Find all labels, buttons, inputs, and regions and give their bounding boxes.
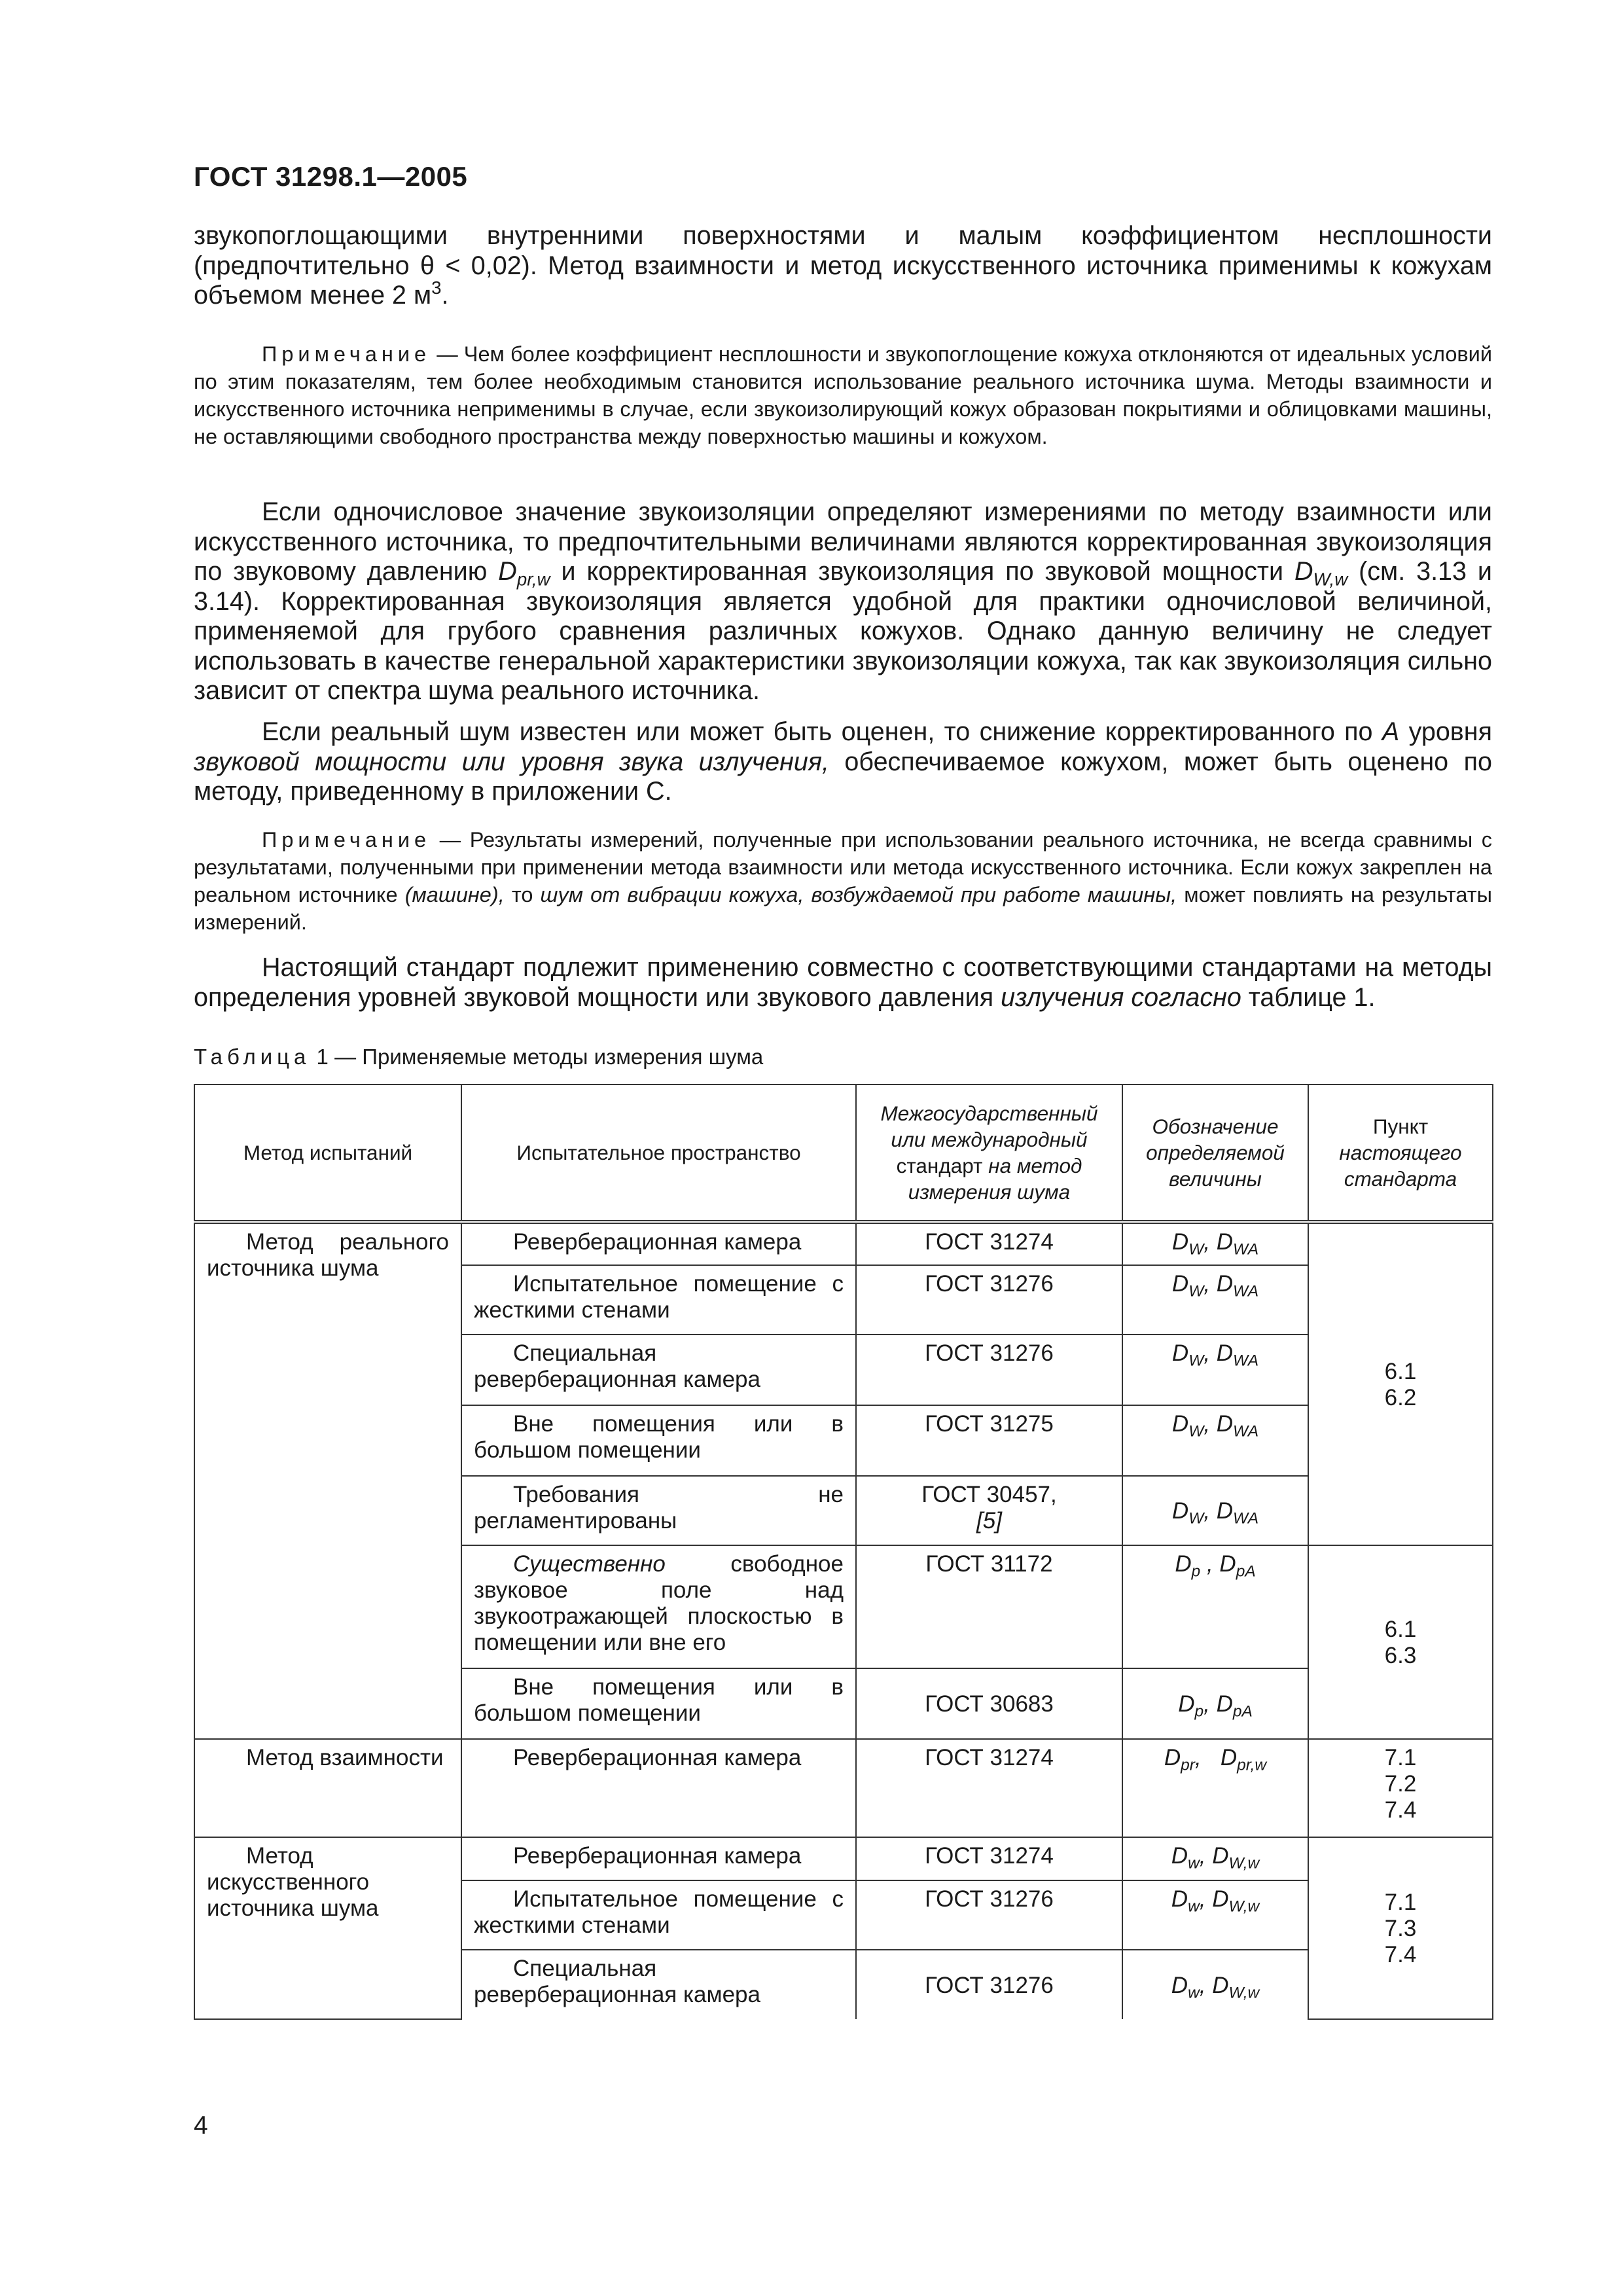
- test-space: Реверберационная камера: [461, 1222, 856, 1265]
- standard-ref: ГОСТ 31274: [856, 1222, 1122, 1265]
- standard-ref: ГОСТ 31275: [856, 1405, 1122, 1476]
- paragraph-4: Настоящий стандарт подлежит применению совместно с соответствующими стандартами на методы определения уровней звуковой мощности или звукового давления излучения согласно таблице 1.: [194, 953, 1492, 1012]
- header-standard: Межгосударственный или международный стандарт на метод измерения шума: [856, 1085, 1122, 1222]
- test-space: Вне помещения или в большом помещении: [461, 1668, 856, 1739]
- paragraph-1: звукопоглощающими внутренними поверхностями и малым коэффициентом несплошности (предпочтительно θ < 0,02). Метод взаимности и метод искусственного источника применимы к кожухам объемом менее 2 $м^3$.: [194, 221, 1492, 310]
- note-label: Примечание: [262, 828, 431, 852]
- note-2: Примечание — Результаты измерений, полученные при использовании реального источника, не всегда сравнимы с результатами, полученными при применении метода взаимности или метода искусственного источника. Если кожух закреплен на реальном источнике (машине), то шум от вибрации кожуха, возбуждаемой при работе машины, может повлиять на результаты измерений.: [194, 828, 1492, 934]
- quantity-symbol: $D_W$, $D_{WA}$: [1122, 1476, 1308, 1545]
- table-row: [194, 1837, 1493, 1880]
- quantity-symbol: $D_w$, $D_{W,w}$: [1122, 1950, 1308, 2019]
- clause-group-2: 6.1 6.3: [1308, 1545, 1493, 1739]
- test-space: Требования не регламентированы: [461, 1476, 856, 1545]
- quantity-symbol: $D_p$, $D_{pA}$: [1122, 1668, 1308, 1739]
- clause-group-4: 7.1 7.3 7.4: [1308, 1837, 1493, 2019]
- header-space: Испытательное пространство: [461, 1085, 856, 1222]
- standard-ref: ГОСТ 30457, [5]: [856, 1476, 1122, 1545]
- standard-ref: ГОСТ 31276: [856, 1265, 1122, 1335]
- quantity-symbol: $D_W$, $D_{WA}$: [1122, 1405, 1308, 1476]
- paragraph-3: Если реальный шум известен или может быть оценен, то снижение корректированного по A уровня звуковой мощности или уровня звука излучения, обеспечиваемое кожухом, может быть оценено по методу, приведенному в приложении С.: [194, 717, 1492, 806]
- test-space: Специальная реверберационная камера: [461, 1335, 856, 1405]
- standard-ref: ГОСТ 31276: [856, 1950, 1122, 2019]
- method-real-source: Метод реального источника шума: [194, 1222, 461, 1739]
- standard-ref: ГОСТ 31274: [856, 1837, 1122, 1880]
- methods-table: [194, 1084, 1493, 2020]
- page-number: 4: [194, 2111, 208, 2140]
- method-artificial-source: Метод искусственного источника шума: [194, 1837, 461, 2019]
- test-space: Реверберационная камера: [461, 1739, 856, 1837]
- quantity-symbol: $D_p$ , $D_{pA}$: [1122, 1545, 1308, 1668]
- header-quantity: Обозначение определяемой величины: [1122, 1085, 1308, 1222]
- header-method: Метод испытаний: [194, 1085, 461, 1222]
- quantity-symbol: $D_w$, $D_{W,w}$: [1122, 1880, 1308, 1950]
- table-header-row: [194, 1085, 1493, 1222]
- test-space: Испытательное помещение с жесткими стенами: [461, 1265, 856, 1335]
- test-space: Вне помещения или в большом помещении: [461, 1405, 856, 1476]
- standard-ref: ГОСТ 31276: [856, 1335, 1122, 1405]
- document-header: ГОСТ 31298.1—2005: [194, 161, 468, 192]
- standard-ref: ГОСТ 30683: [856, 1668, 1122, 1739]
- test-space: Испытательное помещение с жесткими стенами: [461, 1880, 856, 1950]
- quantity-symbol: $D_{pr}$, $D_{pr,w}$: [1122, 1739, 1308, 1837]
- table-row: [194, 1222, 1493, 1265]
- method-reciprocity: Метод взаимности: [194, 1739, 461, 1837]
- header-clause: Пункт настоящего стандарта: [1308, 1085, 1493, 1222]
- standard-ref: ГОСТ 31274: [856, 1739, 1122, 1837]
- standard-ref: ГОСТ 31276: [856, 1880, 1122, 1950]
- standard-ref: ГОСТ 31172: [856, 1545, 1122, 1668]
- table-row: [194, 1739, 1493, 1837]
- quantity-symbol: $D_W$, $D_{WA}$: [1122, 1265, 1308, 1335]
- clause-group-1: 6.1 6.2: [1308, 1222, 1493, 1545]
- note-1: Примечание — Чем более коэффициент несплошности и звукопоглощение кожуха отклоняются от идеальных условий по этим показателям, тем более необходимым становится использование реального источника шума. Методы взаимности и искусственного источника неприменимы в случае, если звукоизолирующий кожух образован покрытиями и облицовками машины, не оставляющими свободного пространства между поверхностью машины и кожухом.: [194, 342, 1492, 448]
- quantity-symbol: $D_W$, $D_{WA}$: [1122, 1222, 1308, 1265]
- test-space: Существенно свободное звуковое поле над звукоотражающей плоскостью в помещении или вне его: [461, 1545, 856, 1668]
- test-space: Специальная реверберационная камера: [461, 1950, 856, 2019]
- test-space: Реверберационная камера: [461, 1837, 856, 1880]
- quantity-symbol: $D_w$, $D_{W,w}$: [1122, 1837, 1308, 1880]
- quantity-symbol: $D_W$, $D_{WA}$: [1122, 1335, 1308, 1405]
- note-label: Примечание: [262, 342, 431, 366]
- table-caption: Таблица 1 — Применяемые методы измерения шума: [194, 1045, 764, 1069]
- paragraph-2: Если одночисловое значение звукоизоляции определяют измерениями по методу взаимности или искусственного источника, то предпочтительными величинами являются корректированная звукоизоляция по звуковому давлению $D_{pr,w}$ и корректированная звукоизоляция по звуковой мощности $D_{W,w}$ (см. 3.13 и 3.14). Корректированная звукоизоляция является удобной для практики одночисловой величиной, применяемой для грубого сравнения различных кожухов. Однако данную величину не следует использовать в качестве генеральной характеристики звукоизоляции кожуха, так как звукоизоляция сильно зависит от спектра шума реального источника.: [194, 497, 1492, 705]
- clause-group-3: 7.1 7.2 7.4: [1308, 1739, 1493, 1837]
